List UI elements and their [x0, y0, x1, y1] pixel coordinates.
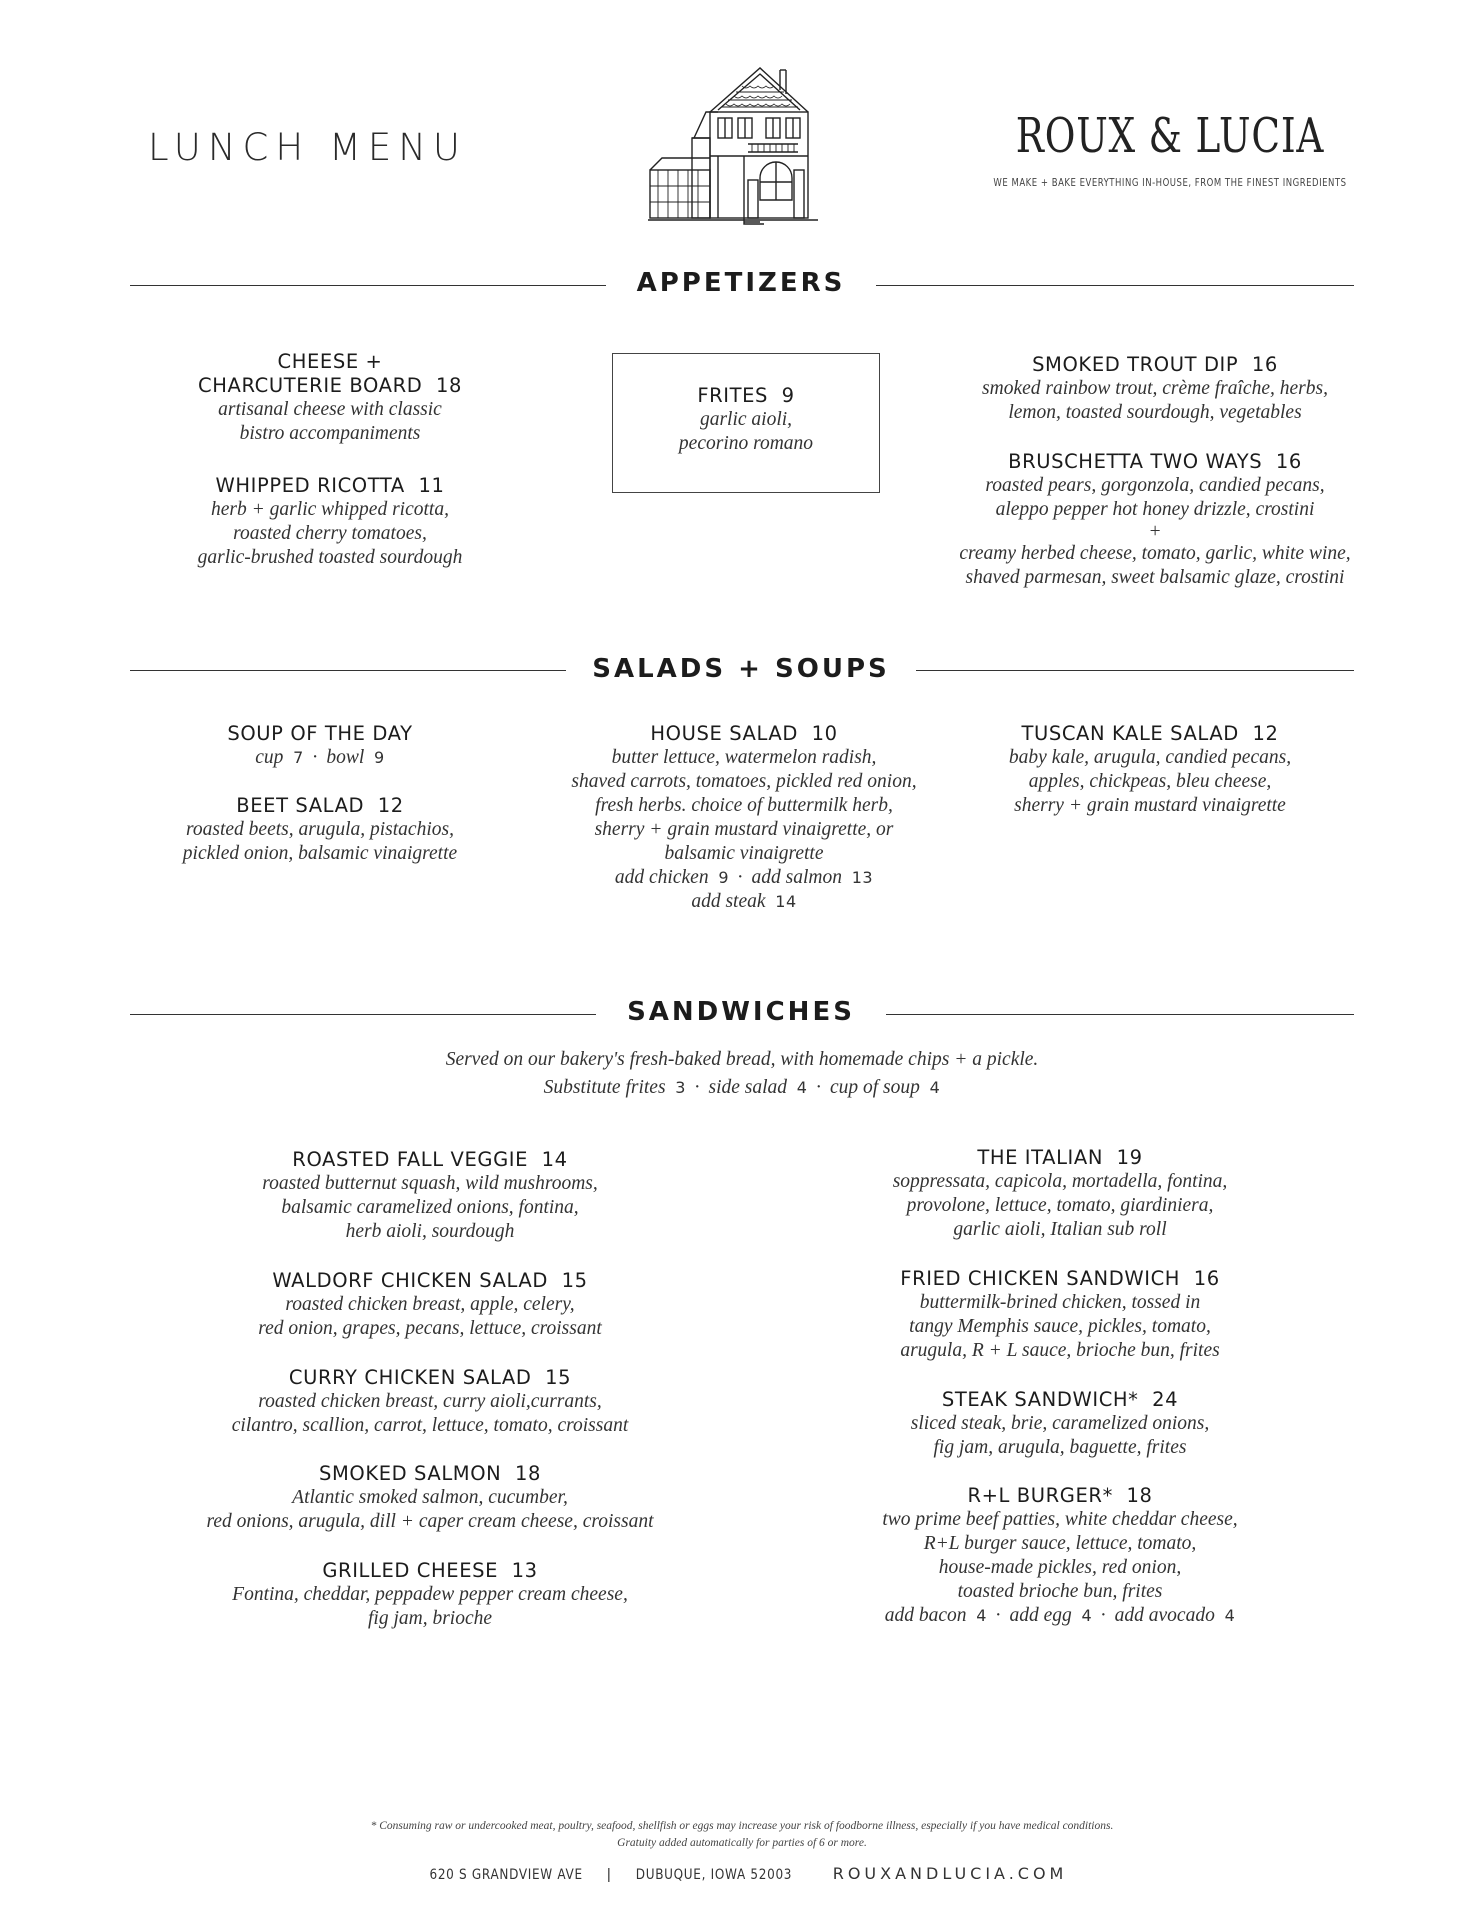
item-name: CHEESE +: [277, 350, 383, 373]
item-description: baby kale, arugula, candied pecans,: [1008, 747, 1292, 768]
item-name: BEET SALAD 12: [236, 794, 404, 817]
sandwiches-note: Served on our bakery's fresh-baked bread, with homemade chips + a pickle.: [445, 1049, 1039, 1070]
item-name: WHIPPED RICOTTA 11: [215, 474, 445, 497]
item-price: 14: [541, 1148, 568, 1171]
item-name: WALDORF CHICKEN SALAD 15: [272, 1269, 588, 1292]
item-name: GRILLED CHEESE 13: [322, 1559, 538, 1582]
item-description: roasted chicken breast, curry aioli,currants,: [258, 1391, 602, 1412]
item-description: soppressata, capicola, mortadella, fontina,: [892, 1171, 1228, 1192]
item-description: apples, chickpeas, bleu cheese,: [1028, 771, 1272, 792]
item-description: shaved carrots, tomatoes, pickled red onion,: [571, 771, 917, 792]
item-description: sherry + grain mustard vinaigrette, or: [594, 819, 894, 840]
item-description: lemon, toasted sourdough, vegetables: [1008, 402, 1302, 423]
sandwiches-heading: SANDWICHES: [627, 997, 855, 1027]
item-description: roasted pears, gorgonzola, candied pecans,: [985, 475, 1325, 496]
section-divider: [130, 670, 566, 671]
footer-separator: |: [606, 1866, 611, 1883]
menu-item-the-italian: [810, 1146, 1310, 1242]
item-description: pickled onion, balsamic vinaigrette: [182, 843, 458, 864]
item-description: fresh herbs. choice of buttermilk herb,: [595, 795, 893, 816]
item-name: HOUSE SALAD 10: [650, 722, 838, 745]
item-description: cup 7 · bowl 9: [255, 747, 385, 768]
item-name: CHARCUTERIE BOARD 18: [198, 374, 462, 397]
item-description: roasted chicken breast, apple, celery,: [285, 1294, 575, 1315]
item-price: 15: [561, 1269, 588, 1292]
item-name: R+L BURGER* 18: [967, 1484, 1153, 1507]
item-description: artisanal cheese with classic: [218, 399, 442, 420]
gratuity-note: Gratuity added automatically for parties of 6 or more.: [617, 1837, 867, 1849]
item-description: Atlantic smoked salmon, cucumber,: [292, 1487, 568, 1508]
house-illustration-icon: [648, 60, 844, 228]
item-description: garlic aioli,: [699, 409, 793, 430]
item-description: roasted cherry tomatoes,: [233, 523, 427, 544]
item-description: cilantro, scallion, carrot, lettuce, tomato, croissant: [231, 1415, 629, 1436]
item-description: smoked rainbow trout, crème fraîche, herbs,: [982, 378, 1328, 399]
item-name: SMOKED TROUT DIP 16: [1032, 353, 1278, 376]
item-description: shaved parmesan, sweet balsamic glaze, crostini: [965, 567, 1345, 588]
item-price: 9: [781, 384, 795, 407]
menu-item-fried-chicken-sandwich: [810, 1267, 1310, 1363]
item-description: roasted butternut squash, wild mushrooms,: [262, 1173, 598, 1194]
appetizers-heading: APPETIZERS: [636, 268, 846, 298]
item-name: BRUSCHETTA TWO WAYS 16: [1008, 450, 1302, 473]
item-description: sherry + grain mustard vinaigrette: [1014, 795, 1286, 816]
item-price: 16: [1193, 1267, 1220, 1290]
section-divider: [876, 285, 1354, 286]
item-description: balsamic caramelized onions, fontina,: [281, 1197, 579, 1218]
menu-item-smoked-salmon: [180, 1462, 680, 1534]
item-price: 13: [511, 1559, 538, 1582]
brand-name: ROUX & LUCIA: [1015, 108, 1325, 164]
item-name: FRIED CHICKEN SANDWICH 16: [900, 1267, 1220, 1290]
item-name: CURRY CHICKEN SALAD 15: [288, 1366, 572, 1389]
menu-item-steak-sandwich: [810, 1388, 1310, 1460]
item-description: aleppo pepper hot honey drizzle, crostini: [995, 499, 1315, 520]
menu-item-rl-burger: [810, 1484, 1310, 1628]
sandwiches-substitutions: Substitute frites 3 · side salad 4 · cup of soup 4: [543, 1077, 941, 1098]
city-state-zip: DUBUQUE, IOWA 52003: [635, 1867, 792, 1883]
item-price: 7: [293, 748, 304, 767]
item-name: STEAK SANDWICH* 24: [941, 1388, 1179, 1411]
menu-item-grilled-cheese: [180, 1559, 680, 1631]
item-price: 18: [1126, 1484, 1153, 1507]
menu-item-beet-salad: [120, 794, 520, 866]
menu-item-frites: [612, 384, 880, 456]
item-description: red onions, arugula, dill + caper cream cheese, croissant: [206, 1511, 654, 1532]
item-price: 24: [1152, 1388, 1179, 1411]
item-description: tangy Memphis sauce, pickles, tomato,: [909, 1316, 1211, 1337]
item-description: buttermilk-brined chicken, tossed in: [919, 1292, 1201, 1313]
section-divider: [916, 670, 1354, 671]
item-price: 11: [418, 474, 445, 497]
item-name: ROASTED FALL VEGGIE 14: [292, 1148, 568, 1171]
item-addons: add steak 14: [691, 891, 797, 912]
menu-title: LUNCH MENU: [148, 126, 468, 169]
section-divider: [130, 1014, 596, 1015]
street-address: 620 S GRANDVIEW AVE: [429, 1867, 583, 1883]
item-price: 12: [377, 794, 404, 817]
item-description: fig jam, arugula, baguette, frites: [933, 1437, 1187, 1458]
item-price: 12: [1252, 722, 1279, 745]
item-price: 16: [1251, 353, 1278, 376]
menu-item-curry-chicken-salad: [180, 1366, 680, 1438]
item-addons: add chicken 9 · add salmon 13: [614, 867, 874, 888]
menu-item-soup-of-the-day: [120, 722, 520, 770]
menu-item-smoked-trout-dip: [940, 353, 1370, 425]
item-description: provolone, lettuce, tomato, giardiniera,: [906, 1195, 1214, 1216]
menu-item-whipped-ricotta: [130, 474, 530, 570]
item-price: 18: [514, 1462, 541, 1485]
item-description: garlic aioli, Italian sub roll: [953, 1219, 1167, 1240]
item-name: THE ITALIAN 19: [977, 1146, 1143, 1169]
item-description: arugula, R + L sauce, brioche bun, frites: [900, 1340, 1220, 1361]
menu-item-tuscan-kale-salad: [950, 722, 1350, 818]
website-link[interactable]: ROUXANDLUCIA.COM: [832, 1864, 1068, 1883]
item-description: bistro accompaniments: [239, 423, 421, 444]
item-description: pecorino romano: [678, 433, 814, 454]
item-price: 9: [374, 748, 385, 767]
disclaimer: * Consuming raw or undercooked meat, poultry, seafood, shellfish or eggs may increase your risk of foodborne illness, especially if you have medical conditions.: [370, 1820, 1114, 1832]
salads-soups-heading: SALADS + SOUPS: [592, 654, 890, 684]
item-description: +: [1148, 521, 1162, 542]
item-description: fig jam, brioche: [367, 1608, 493, 1629]
item-description: herb + garlic whipped ricotta,: [211, 499, 449, 520]
item-name: SOUP OF THE DAY: [227, 722, 413, 745]
item-description: house-made pickles, red onion,: [938, 1557, 1182, 1578]
item-addons: add bacon 4 · add egg 4 · add avocado 4: [884, 1605, 1236, 1626]
item-description: R+L burger sauce, lettuce, tomato,: [923, 1533, 1197, 1554]
item-price: 10: [811, 722, 838, 745]
menu-item-house-salad: [544, 722, 944, 914]
item-name: SMOKED SALMON 18: [318, 1462, 541, 1485]
item-description: sliced steak, brie, caramelized onions,: [910, 1413, 1210, 1434]
item-description: herb aioli, sourdough: [345, 1221, 515, 1242]
menu-item-bruschetta: [940, 450, 1370, 590]
item-description: creamy herbed cheese, tomato, garlic, white wine,: [959, 543, 1351, 564]
item-price: 15: [545, 1366, 572, 1389]
item-price: 18: [435, 374, 462, 397]
brand-tagline: WE MAKE + BAKE EVERYTHING IN-HOUSE, FROM THE FINEST INGREDIENTS: [993, 176, 1347, 189]
item-price: 16: [1275, 450, 1302, 473]
item-name: TUSCAN KALE SALAD 12: [1021, 722, 1279, 745]
item-name: FRITES 9: [697, 384, 795, 407]
item-description: two prime beef patties, white cheddar cheese,: [882, 1509, 1238, 1530]
item-description: garlic-brushed toasted sourdough: [197, 547, 463, 568]
item-description: balsamic vinaigrette: [664, 843, 824, 864]
item-price: 19: [1116, 1146, 1143, 1169]
menu-item-cheese-charcuterie: [130, 350, 530, 446]
item-description: roasted beets, arugula, pistachios,: [186, 819, 454, 840]
menu-item-roasted-fall-veggie: [180, 1148, 680, 1244]
footer-contact: [0, 1864, 1484, 1883]
item-description: butter lettuce, watermelon radish,: [611, 747, 877, 768]
menu-item-waldorf-chicken-salad: [180, 1269, 680, 1341]
item-description: red onion, grapes, pecans, lettuce, croissant: [258, 1318, 602, 1339]
section-divider: [886, 1014, 1354, 1015]
item-description: toasted brioche bun, frites: [957, 1581, 1163, 1602]
item-description: Fontina, cheddar, peppadew pepper cream cheese,: [232, 1584, 628, 1605]
section-divider: [130, 285, 606, 286]
